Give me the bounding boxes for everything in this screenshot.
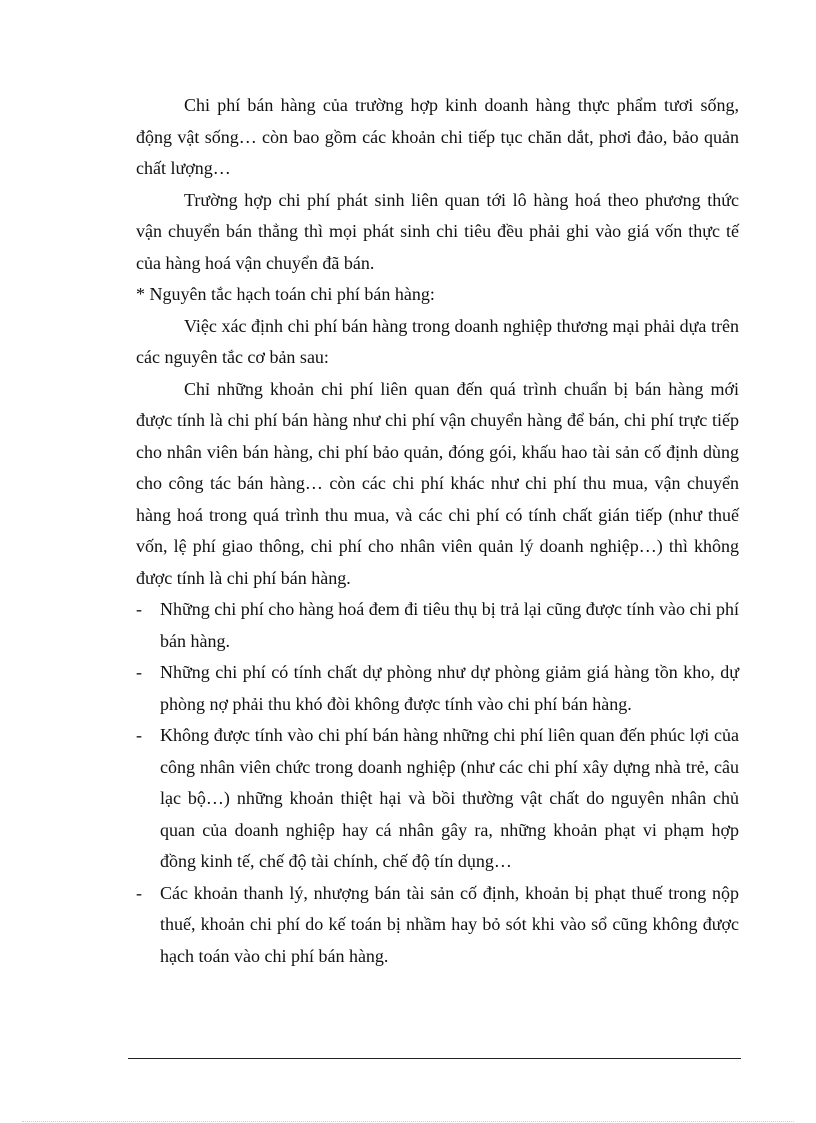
document-body [136,90,739,972]
list-item-text: Những chi phí cho hàng hoá đem đi tiêu thụ bị trả lại cũng được tính vào chi phí bán hàng. [160,599,739,651]
paragraph-principles-intro: Việc xác định chi phí bán hàng trong doanh nghiệp thương mại phải dựa trên các nguyên tắc cơ bản sau: [136,315,739,367]
list-dash-marker: - [136,662,142,682]
page-bottom-border [22,1121,794,1122]
list-item-text: Những chi phí có tính chất dự phòng như dự phòng giảm giá hàng tồn kho, dự phòng nợ phải thu khó đòi không được tính vào chi phí bán hàng. [160,662,739,714]
section-heading: * Nguyên tắc hạch toán chi phí bán hàng: [136,284,435,304]
list-item [136,720,739,878]
list-item-text: Các khoản thanh lý, nhượng bán tài sản cố định, khoản bị phạt thuế trong nộp thuế, khoản chi phí do kế toán bị nhầm hay bỏ sót khi vào sổ cũng không được hạch toán vào chi phí bán hàng. [160,882,739,966]
list-dash-marker: - [136,882,142,903]
footer-divider [128,1058,741,1059]
list-item [136,878,739,973]
list-item [136,657,739,720]
paragraph-included-costs: Chỉ những khoản chi phí liên quan đến quá trình chuẩn bị bán hàng mới được tính là chi phí bán hàng như chi phí vận chuyển hàng để bán, chi phí trực tiếp cho nhân viên bán hàng, chi phí bảo quản, đóng gói, khấu hao tài sản cố định dùng cho công tác bán hàng… còn các chi phí khác như chi phí thu mua, vận chuyển hàng hoá trong quá trình thu mua, và các chi phí có tính chất gián tiếp (như thuế vốn, lệ phí giao thông, chi phí cho nhân viên quản lý doanh nghiệp…) thì không được tính là chi phí bán hàng. [136,378,739,588]
list-dash-marker: - [136,599,142,619]
list-item-text: Không được tính vào chi phí bán hàng những chi phí liên quan đến phúc lợi của công nhân viên chức trong doanh nghiệp (như các chi phí xây dựng nhà trẻ, câu lạc bộ…) những khoản thiệt hại và bồi thường vật chất do nguyên nhân chủ quan của doanh nghiệp hay cá nhân gây ra, những khoản phạt vi phạm hợp đồng kinh tế, chế độ tài chính, chế độ tín dụng… [160,725,739,871]
principles-list [136,594,739,972]
list-item [136,594,739,657]
list-dash-marker: - [136,725,142,745]
paragraph-direct-shipment-costs: Trường hợp chi phí phát sinh liên quan tới lô hàng hoá theo phương thức vận chuyển bán thẳng thì mọi phát sinh chi tiêu đều phải ghi vào giá vốn thực tế của hàng hoá vận chuyển đã bán. [136,189,739,273]
paragraph-fresh-food-costs: Chi phí bán hàng của trường hợp kinh doanh hàng thực phẩm tươi sống, động vật sống… còn bao gồm các khoản chi tiếp tục chăn dắt, phơi đảo, bảo quản chất lượng… [136,95,739,178]
